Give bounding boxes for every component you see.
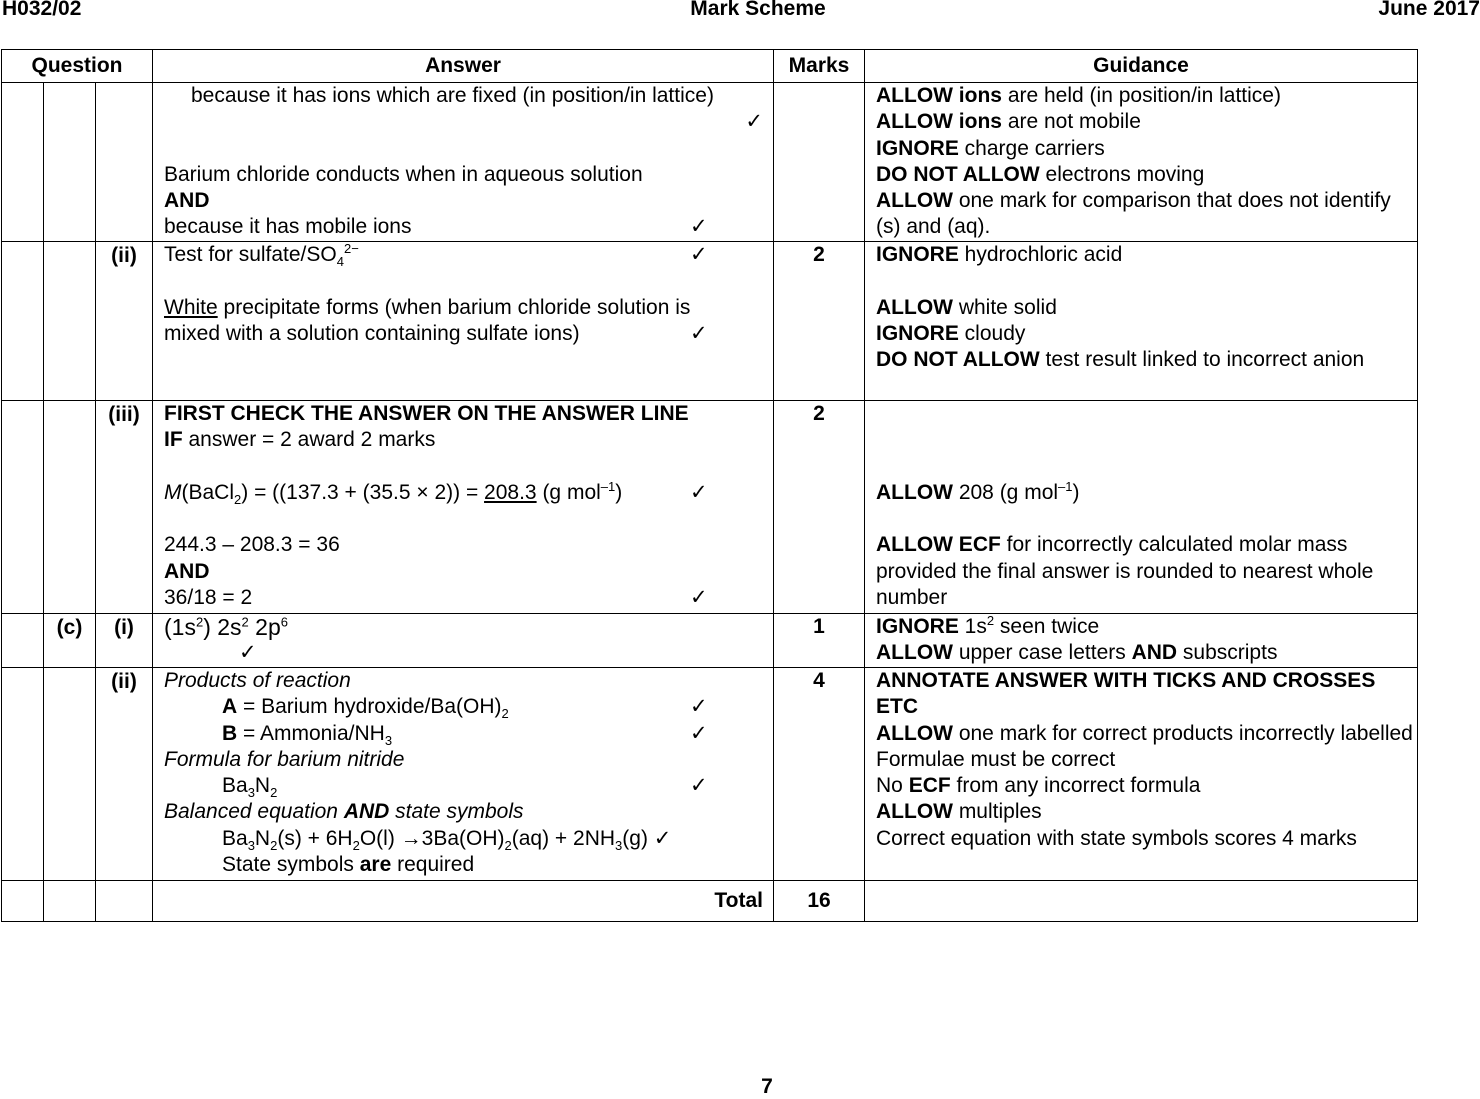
mark-scheme-table bbox=[1, 49, 1418, 922]
question-section: (c) bbox=[44, 614, 96, 668]
page-number: 7 bbox=[761, 1075, 773, 1098]
answer-cell: FIRST CHECK THE ANSWER ON THE ANSWER LINE IF answer = 2 award 2 marks M(BaCl$_2$) = ((137.3 + (35.5 × 2)) = 208.3 (g mol$^{-1}$) ✓ 244.3 – 208.3 = 36 AND 36/18 = 2 ✓ bbox=[153, 401, 774, 614]
guidance-cell: IGNORE $1s^2$ seen twice ALLOW upper case letters AND subscripts bbox=[865, 614, 1418, 668]
guidance-cell: ANNOTATE ANSWER WITH TICKS AND CROSSES ETC ALLOW one mark for correct products incorrectly labelled Formulae must be correct No ECF from any incorrect formula ALLOW multiples Correct equation with state symbols scores 4 marks bbox=[865, 668, 1418, 881]
tick-mark: ✓ bbox=[745, 110, 763, 133]
marks-cell: 1 bbox=[774, 614, 865, 668]
marks-header: Marks bbox=[774, 50, 865, 83]
table-row bbox=[2, 668, 1418, 881]
question-part: (i) bbox=[96, 614, 153, 668]
tick-mark: ✓ bbox=[690, 695, 708, 719]
answer-cell: Products of reaction A = Barium hydroxide/$Ba(OH)_2$ ✓ B = Ammonia/$NH_3$ ✓ Formula for barium nitride $Ba_3N_2$ ✓ Balanced equation AND state symbols $Ba_3N_2(s) + 6H_2O(l) \to 3Ba(OH)_2(aq) + 2NH_3(g)$ ✓ State symbols are required bbox=[153, 668, 774, 881]
header-code: H032/02 bbox=[2, 0, 82, 20]
guidance-cell: IGNORE hydrochloric acid ALLOW white solid IGNORE cloudy DO NOT ALLOW test result linked to incorrect anion bbox=[865, 242, 1418, 401]
answer-cell: Test for sulfate/$SO_4^{2-}$ ✓ White precipitate forms (when barium chloride solution is mixed with a solution containing sulfate ions) ✓ bbox=[153, 242, 774, 401]
guidance-header: Guidance bbox=[865, 50, 1418, 83]
question-header: Question bbox=[2, 50, 153, 83]
tick-mark: ✓ bbox=[690, 480, 708, 504]
marks-cell: 2 bbox=[774, 242, 865, 401]
table-row bbox=[2, 401, 1418, 614]
tick-mark: ✓ bbox=[690, 321, 708, 345]
marks-cell: 2 bbox=[774, 401, 865, 614]
answer-header: Answer bbox=[153, 50, 774, 83]
answer-cell: because it has ions which are fixed (in position/in lattice) ✓ Barium chloride conducts when in aqueous solution AND because it has mobile ions ✓ bbox=[153, 83, 774, 242]
tick-mark: ✓ bbox=[690, 586, 708, 610]
tick-mark: ✓ bbox=[690, 243, 708, 266]
answer-cell: $(1s^2)$ $2s^2$ $2p^6$ ✓ bbox=[153, 614, 774, 668]
tick-mark: ✓ bbox=[690, 215, 708, 239]
table-header-row bbox=[2, 50, 1418, 83]
question-part: (ii) bbox=[96, 668, 153, 881]
total-label: Total bbox=[153, 881, 774, 922]
question-part: (ii) bbox=[96, 242, 153, 401]
table-row bbox=[2, 614, 1418, 668]
guidance-cell: ALLOW ions are held (in position/in lattice) ALLOW ions are not mobile IGNORE charge carriers DO NOT ALLOW electrons moving ALLOW one mark for comparison that does not identify (s) and (aq). bbox=[865, 83, 1418, 242]
total-marks: 16 bbox=[774, 881, 865, 922]
table-row bbox=[2, 242, 1418, 401]
header-date: June 2017 bbox=[1378, 0, 1480, 20]
marks-cell bbox=[774, 83, 865, 242]
tick-mark: ✓ bbox=[653, 826, 672, 850]
total-row bbox=[2, 881, 1418, 922]
tick-mark: ✓ bbox=[690, 774, 708, 798]
question-part: (iii) bbox=[96, 401, 153, 614]
guidance-cell: ALLOW 208 (g mol$^{-1}$) ALLOW ECF for incorrectly calculated molar mass provided the final answer is rounded to nearest whole number bbox=[865, 401, 1418, 614]
table-row bbox=[2, 83, 1418, 242]
marks-cell: 4 bbox=[774, 668, 865, 881]
tick-mark: ✓ bbox=[239, 641, 257, 665]
tick-mark: ✓ bbox=[690, 721, 708, 745]
header-title: Mark Scheme bbox=[690, 0, 826, 20]
